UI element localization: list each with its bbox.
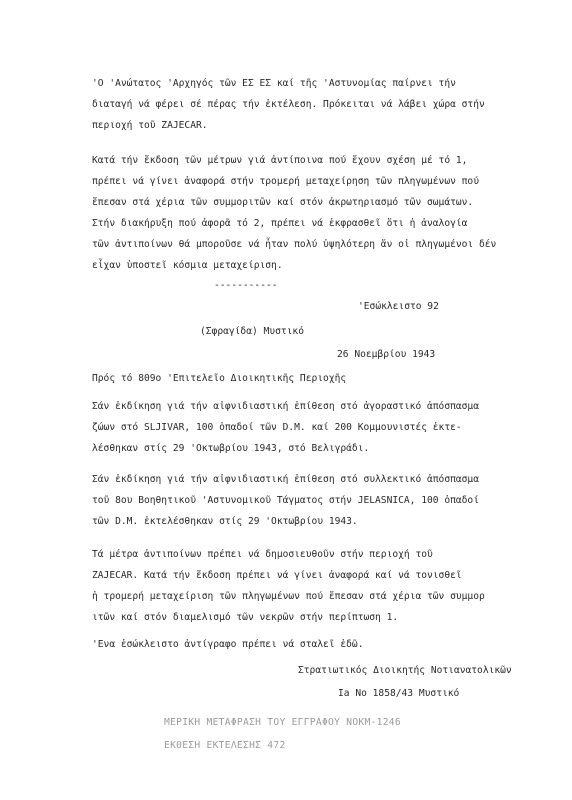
para2-line-6: εἶχαν ὑποστεῖ κόσμια μεταχείριση.	[92, 260, 283, 271]
translation-stamp-line-1: ΜΕΡΙΚΗ ΜΕΤΑΦΡΑΣΗ ΤΟΥ ΕΓΓΡΑΦΟΥ ΝΟΚΜ-1246	[164, 717, 401, 728]
para2-line-1: Κατά τήν ἔκδοση τῶν μέτρων γιά ἀντίποινα πού ἔχουν σχέση μέ τό 1,	[92, 155, 468, 166]
para5-line-2: ZAJECAR. Κατά τήν ἔκδοση πρέπει νά γίνει ἀναφορά καί νά τονισθεῖ	[92, 570, 462, 581]
enclosure-header: 'Εσώκλειστο 92	[358, 301, 439, 312]
reference-number: Ia No 1858/43 Μυστικό	[338, 688, 460, 699]
document-date: 26 Νοεμβρίου 1943	[337, 349, 436, 360]
para2-line-2: πρέπει νά γίνει ἀναφορά στήν τρομερή μεταχείρηση τῶν πληγωμένων πού	[92, 176, 479, 187]
para4-line-2: τοῦ 8ου Βοηθητικοῦ 'Αστυνομικοῦ Τάγματος στήν JELASNICA, 100 ὀπαδοί	[92, 495, 479, 506]
para5-line-1: Τά μέτρα ἀντιποίνων πρέπει νά δημοσιευθοῦν στήν περιοχή τοῦ	[92, 549, 433, 560]
para1-line-1: 'Ο 'Ανώτατος 'Αρχηγός τῶν ΕΣ ΕΣ καί τῆς 'Αστυνομίας παίρνει τήν	[92, 78, 456, 89]
seal-secret-label: (Σφραγίδα) Μυστικό	[200, 326, 304, 337]
signature-title: Στρατιωτικός Διοικητής Νοτιανατολικῶν	[298, 665, 512, 676]
separator-dashes: -----------	[214, 280, 278, 291]
para4-line-3: τῶν D.M. ἐκτελέσθηκαν στίς 29 'Οκτωβρίου 1943.	[92, 516, 358, 527]
para2-line-4: Στήν διακήρυξη πού ἀφορᾶ τό 2, πρέπει νά ἐκφρασθεῖ ὅτι ἡ ἀναλογία	[92, 218, 468, 229]
translation-stamp-line-2: ΕΚΘΕΣΗ ΕΚΤΕΛΕΣΗΣ 472	[164, 740, 286, 751]
para5-line-3: ἡ τρομερή μεταχείριση τῶν πληγωμένων πού ἔπεσαν στά χέρια τῶν συμμορ	[92, 591, 485, 602]
addressee-line: Πρός τό 809ο 'Επιτελεῖο Διοικητικῆς Περιοχῆς	[92, 373, 347, 384]
para3-line-1: Σάν ἐκδίκηση γιά τήν αἰφνιδιαστική ἐπίθεση στό ἀγοραστικό ἀπόσπασμα	[92, 401, 479, 412]
para2-line-5: τῶν ἀντιποίνων θά μποροῦσε νά ἦταν πολύ ὑψηλότερη ἄν οἱ πληγωμένοι δέν	[92, 239, 497, 250]
para5-line-4: ιτῶν καί στόν διαμελισμό τῶν νεκρῶν στήν περίπτωση 1.	[92, 612, 399, 623]
para3-line-3: λέσθηκαν στίς 29 'Οκτωβρίου 1943, στό Βελιγράδι.	[92, 443, 370, 454]
para4-line-1: Σάν ἐκδίκηση γιά τήν αἰφνιδιαστική ἐπίθεση στό συλλεκτικό ἀπόσπασμα	[92, 474, 479, 485]
para1-line-3: περιοχή τοῦ ZAJECAR.	[92, 120, 208, 131]
para3-line-2: ζώων στό SLJIVAR, 100 ὀπαδοί τῶν D.M. καί 200 Κομμουνιστές ἐκτε-	[92, 422, 462, 433]
copy-note: 'Ενα ἐσώκλειστο ἀντίγραφο πρέπει νά σταλεῖ ἐδῶ.	[92, 639, 364, 650]
para1-line-2: διαταγή νά φέρει σέ πέρας τήν ἐκτέλεση. Πρόκειται νά λάβει χώρα στήν	[92, 99, 485, 110]
para2-line-3: ἔπεσαν στά χέρια τῶν συμμοριτῶν καί στόν ἀκρωτηριασμό τῶν σωμάτων.	[92, 197, 474, 208]
